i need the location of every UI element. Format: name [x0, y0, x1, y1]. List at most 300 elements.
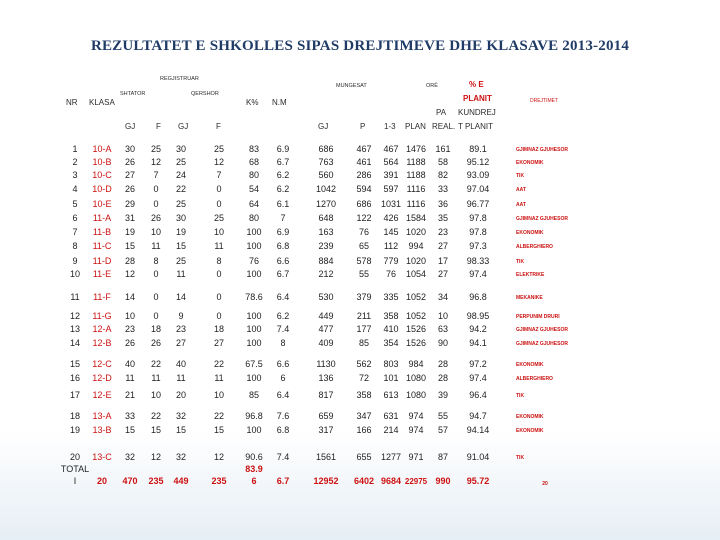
cell-klasa: 10-B [92, 157, 112, 167]
cell-pct: 94.2 [469, 324, 487, 334]
cell-gj-mungesat: 648 [318, 213, 334, 223]
header-plan: PLAN [405, 122, 426, 131]
totals-pct: 95.72 [466, 476, 490, 486]
cell-plan: 994 [408, 241, 424, 251]
cell-f-shtator: 25 [150, 144, 162, 154]
cell-gj-mungesat: 817 [318, 390, 334, 400]
cell-f-shtator: 0 [153, 184, 159, 194]
cell-drejtim: GJIMNAZ GJUHESOR [516, 147, 568, 153]
cell-pct: 94.1 [469, 338, 487, 348]
cell-plan: 1054 [405, 269, 427, 279]
cell-f-qershor: 8 [216, 256, 222, 266]
cell-klasa: 10-E [92, 199, 112, 209]
cell-k-pct: 100 [246, 269, 262, 279]
cell-nr: 10 [69, 269, 81, 279]
cell-pct: 91.04 [466, 452, 490, 462]
cell-1-3: 564 [383, 157, 399, 167]
cell-1-3: 631 [383, 411, 399, 421]
cell-p: 686 [356, 199, 372, 209]
cell-gj-shtator: 29 [124, 199, 136, 209]
cell-f-qershor: 18 [213, 324, 225, 334]
cell-real: 87 [437, 452, 449, 462]
cell-k-pct: 100 [246, 311, 262, 321]
cell-k-pct: 83 [248, 144, 260, 154]
cell-1-3: 214 [383, 425, 399, 435]
cell-p: 122 [356, 213, 372, 223]
cell-p: 55 [358, 269, 370, 279]
cell-f-shtator: 0 [153, 311, 159, 321]
totals-real: 990 [435, 476, 451, 486]
cell-nr: 12 [69, 311, 81, 321]
cell-klasa: 11-D [92, 256, 112, 266]
cell-drejtim: GJIMNAZ GJUHESOR [516, 327, 568, 333]
cell-p: 467 [356, 144, 372, 154]
cell-klasa: 11-G [92, 311, 112, 321]
cell-f-shtator: 26 [150, 338, 162, 348]
cell-nr: 6 [72, 213, 78, 223]
cell-gj-qershor: 24 [175, 170, 187, 180]
cell-k-pct: 100 [246, 425, 262, 435]
cell-pct: 96.8 [469, 292, 487, 302]
cell-k-pct: 67.5 [245, 359, 263, 369]
header-nr: NR [66, 98, 78, 107]
cell-pct: 97.4 [469, 269, 487, 279]
header-t-planit: T PLANIT [458, 122, 493, 131]
cell-plan: 1020 [405, 256, 427, 266]
cell-gj-mungesat: 763 [318, 157, 334, 167]
cell-f-qershor: 27 [213, 338, 225, 348]
cell-nm: 6.2 [276, 311, 290, 321]
cell-f-qershor: 0 [216, 184, 222, 194]
cell-nr: 11 [70, 292, 80, 302]
totals-label: TOTAL [60, 464, 90, 474]
cell-nr: 8 [72, 241, 78, 251]
cell-nm: 8 [280, 338, 286, 348]
cell-pct: 97.4 [469, 373, 487, 383]
cell-k-pct: 78.6 [245, 292, 263, 302]
totals-p: 6402 [353, 476, 375, 486]
cell-klasa: 11-E [92, 269, 112, 279]
cell-nm: 6.6 [276, 359, 290, 369]
cell-real: 55 [437, 411, 449, 421]
header-real: REAL. [432, 122, 456, 131]
cell-p: 594 [356, 184, 372, 194]
cell-f-qershor: 25 [213, 144, 225, 154]
cell-nm: 6.1 [276, 199, 290, 209]
cell-plan: 1188 [406, 170, 426, 180]
cell-plan: 974 [408, 411, 424, 421]
cell-nm: 6.6 [276, 256, 290, 266]
cell-pct: 93.09 [466, 170, 490, 180]
header-nm: N.M [272, 98, 287, 107]
cell-pct: 95.12 [466, 157, 490, 167]
cell-nr: 14 [69, 338, 81, 348]
header-registruar: REGJISTRUAR [160, 76, 199, 82]
cell-real: 57 [437, 425, 449, 435]
cell-f-shtator: 11 [151, 241, 161, 251]
cell-real: 58 [437, 157, 449, 167]
cell-f-shtator: 10 [150, 227, 162, 237]
cell-nm: 6 [280, 373, 286, 383]
header-klasa: KLASA [89, 98, 115, 107]
cell-p: 85 [358, 338, 370, 348]
cell-gj-qershor: 11 [176, 269, 186, 279]
cell-nm: 6.4 [276, 390, 290, 400]
header-f-qershor: F [216, 122, 221, 131]
cell-f-qershor: 22 [213, 411, 225, 421]
cell-pct: 97.04 [466, 184, 490, 194]
cell-real: 33 [437, 184, 449, 194]
cell-pct: 96.77 [466, 199, 490, 209]
cell-nm: 6.7 [276, 157, 290, 167]
cell-f-qershor: 0 [216, 292, 222, 302]
cell-f-shtator: 0 [153, 269, 159, 279]
cell-gj-qershor: 19 [175, 227, 187, 237]
cell-pct: 97.2 [469, 359, 487, 369]
cell-f-qershor: 0 [216, 269, 222, 279]
cell-k-pct: 54 [248, 184, 260, 194]
cell-gj-shtator: 30 [124, 144, 136, 154]
cell-klasa: 13-C [92, 452, 112, 462]
totals-gj-mungesat: 12952 [313, 476, 339, 486]
cell-klasa: 12-A [92, 324, 112, 334]
cell-drejtim: GJIMNAZ GJUHESOR [516, 341, 568, 347]
cell-p: 166 [356, 425, 372, 435]
cell-gj-qershor: 40 [175, 359, 187, 369]
cell-gj-shtator: 40 [124, 359, 136, 369]
cell-f-shtator: 22 [150, 359, 162, 369]
cell-gj-qershor: 20 [175, 390, 187, 400]
header-f-shtator: F [156, 122, 161, 131]
cell-k-pct: 100 [246, 227, 262, 237]
cell-p: 72 [358, 373, 370, 383]
page-title: REZULTATET E SHKOLLES SIPAS DREJTIMEVE DHE KLASAVE 2013-2014 [90, 38, 630, 54]
cell-plan: 1080 [405, 390, 427, 400]
cell-gj-qershor: 14 [175, 292, 187, 302]
cell-klasa: 13-B [92, 425, 112, 435]
cell-drejtim: AAT [516, 202, 526, 208]
totals-label-2: I [73, 476, 77, 486]
cell-1-3: 112 [383, 241, 399, 251]
cell-1-3: 76 [385, 269, 397, 279]
cell-gj-mungesat: 884 [318, 256, 334, 266]
header-1-3: 1-3 [384, 122, 396, 131]
cell-real: 27 [437, 269, 449, 279]
totals-k-pct: 83.9 [245, 464, 263, 474]
cell-gj-qershor: 25 [175, 157, 187, 167]
cell-klasa: 11-F [93, 292, 111, 302]
cell-gj-mungesat: 530 [318, 292, 334, 302]
cell-gj-shtator: 32 [124, 452, 136, 462]
cell-p: 461 [356, 157, 372, 167]
cell-pct: 97.8 [469, 213, 487, 223]
cell-klasa: 12-E [92, 390, 112, 400]
cell-nr: 17 [69, 390, 81, 400]
cell-gj-shtator: 21 [124, 390, 136, 400]
cell-plan: 1080 [405, 373, 427, 383]
cell-plan: 1116 [406, 184, 426, 194]
header-shtator: SHTATOR [120, 91, 146, 97]
header-gj-mungesat: GJ [318, 122, 329, 131]
cell-gj-qershor: 22 [175, 184, 187, 194]
cell-drejtim: TIK [516, 173, 525, 179]
cell-nm: 6.4 [276, 292, 290, 302]
header-pa: PA [436, 108, 447, 117]
cell-1-3: 779 [383, 256, 399, 266]
cell-gj-shtator: 14 [124, 292, 136, 302]
cell-plan: 1020 [405, 227, 427, 237]
cell-gj-shtator: 15 [124, 241, 136, 251]
header-gj-qershor: GJ [178, 122, 189, 131]
cell-nm: 7 [280, 213, 286, 223]
cell-gj-mungesat: 1130 [316, 359, 336, 369]
cell-f-qershor: 0 [216, 311, 222, 321]
cell-f-shtator: 0 [153, 292, 159, 302]
cell-klasa: 10-C [92, 170, 112, 180]
cell-f-shtator: 0 [153, 199, 159, 209]
header-p: P [360, 122, 366, 131]
cell-drejtim: ELEKTRIKE [516, 272, 545, 278]
header-gj-shtator: GJ [125, 122, 136, 131]
cell-plan: 1052 [405, 311, 427, 321]
cell-p: 562 [356, 359, 372, 369]
cell-f-qershor: 15 [213, 425, 225, 435]
cell-nr: 4 [72, 184, 78, 194]
cell-drejtim: EKONOMIK [516, 428, 544, 434]
cell-f-qershor: 12 [213, 157, 225, 167]
totals-1-3: 9684 [380, 476, 402, 486]
cell-real: 63 [437, 324, 449, 334]
cell-1-3: 1277 [380, 452, 402, 462]
cell-plan: 1052 [405, 292, 427, 302]
cell-nr: 13 [69, 324, 81, 334]
cell-pct: 94.7 [469, 411, 487, 421]
cell-nr: 19 [69, 425, 81, 435]
cell-nm: 7.4 [276, 324, 290, 334]
cell-pct: 98.33 [466, 256, 490, 266]
cell-klasa: 12-D [92, 373, 112, 383]
cell-drejtim: GJIMNAZ GJUHESOR [516, 216, 568, 222]
cell-k-pct: 80 [248, 213, 260, 223]
cell-gj-mungesat: 212 [318, 269, 334, 279]
cell-nm: 7.4 [276, 452, 290, 462]
cell-nr: 16 [69, 373, 81, 383]
cell-klasa: 11-B [92, 227, 112, 237]
cell-real: 23 [437, 227, 449, 237]
cell-gj-qershor: 15 [175, 241, 187, 251]
cell-gj-shtator: 27 [124, 170, 136, 180]
cell-real: 10 [437, 311, 449, 321]
cell-f-shtator: 7 [153, 170, 159, 180]
header-kundrej: KUNDREJ [458, 108, 496, 117]
cell-nr: 1 [72, 144, 78, 154]
cell-1-3: 145 [383, 227, 399, 237]
totals-k-pct-2: 6 [251, 476, 257, 486]
cell-nr: 15 [69, 359, 81, 369]
cell-nr: 5 [72, 199, 78, 209]
cell-gj-mungesat: 239 [318, 241, 334, 251]
cell-f-qershor: 0 [216, 199, 222, 209]
cell-nm: 6.2 [276, 184, 290, 194]
cell-pct: 97.3 [469, 241, 487, 251]
cell-gj-mungesat: 1270 [315, 199, 337, 209]
cell-p: 286 [356, 170, 372, 180]
cell-1-3: 1031 [380, 199, 402, 209]
cell-gj-shtator: 26 [124, 338, 136, 348]
cell-drejtim: PERPUNIM DRURI [516, 314, 560, 320]
cell-nr: 3 [72, 170, 78, 180]
totals-plan: 22975 [404, 477, 428, 486]
cell-drejtim: EKONOMIK [516, 160, 544, 166]
cell-p: 65 [358, 241, 370, 251]
cell-k-pct: 80 [248, 170, 260, 180]
cell-real: 28 [437, 359, 449, 369]
cell-gj-mungesat: 477 [318, 324, 334, 334]
cell-k-pct: 64 [248, 199, 260, 209]
cell-gj-qershor: 15 [175, 425, 187, 435]
cell-1-3: 354 [383, 338, 399, 348]
cell-gj-qershor: 11 [176, 373, 186, 383]
totals-f-qershor: 235 [211, 476, 227, 486]
cell-gj-qershor: 30 [175, 213, 187, 223]
cell-gj-qershor: 25 [175, 256, 187, 266]
cell-f-shtator: 22 [150, 411, 162, 421]
cell-real: 35 [437, 213, 449, 223]
header-ore: ORË [426, 83, 438, 89]
cell-real: 39 [437, 390, 449, 400]
cell-real: 28 [437, 373, 449, 383]
cell-p: 211 [356, 311, 372, 321]
cell-gj-shtator: 33 [124, 411, 136, 421]
cell-gj-qershor: 27 [175, 338, 187, 348]
totals-gj-shtator: 470 [122, 476, 138, 486]
cell-gj-mungesat: 1042 [315, 184, 337, 194]
cell-f-shtator: 18 [150, 324, 162, 334]
cell-drejtim: ALBERGHIERO [516, 244, 553, 250]
cell-gj-qershor: 9 [178, 311, 184, 321]
cell-gj-mungesat: 136 [318, 373, 334, 383]
cell-gj-mungesat: 163 [318, 227, 334, 237]
cell-nr: 2 [72, 157, 78, 167]
cell-k-pct: 90.6 [245, 452, 263, 462]
cell-nr: 18 [69, 411, 81, 421]
cell-f-qershor: 11 [214, 373, 224, 383]
totals-nm: 6.7 [276, 476, 290, 486]
cell-gj-shtator: 28 [124, 256, 136, 266]
cell-gj-mungesat: 560 [318, 170, 334, 180]
cell-klasa: 10-D [92, 184, 112, 194]
cell-pct: 97.8 [469, 227, 487, 237]
cell-drejtim: TIK [516, 393, 525, 399]
cell-nr: 7 [72, 227, 78, 237]
header-qershor: QERSHOR [191, 91, 219, 97]
cell-nm: 6.7 [276, 269, 290, 279]
cell-gj-shtator: 19 [124, 227, 136, 237]
totals-klasa: 20 [96, 476, 108, 486]
cell-pct: 89.1 [469, 144, 487, 154]
cell-real: 34 [437, 292, 449, 302]
cell-p: 379 [356, 292, 372, 302]
cell-drejtim: ALBERGHIERO [516, 376, 553, 382]
cell-p: 358 [356, 390, 372, 400]
cell-real: 27 [437, 241, 449, 251]
cell-gj-shtator: 26 [124, 157, 136, 167]
header-k-pct: K% [246, 98, 259, 107]
totals-gj-qershor: 449 [173, 476, 189, 486]
cell-klasa: 11-C [92, 241, 112, 251]
cell-p: 655 [356, 452, 372, 462]
header-planit: PLANIT [463, 94, 492, 103]
cell-real: 17 [437, 256, 449, 266]
cell-k-pct: 96.8 [245, 411, 263, 421]
cell-nr: 20 [69, 452, 81, 462]
cell-plan: 971 [408, 452, 424, 462]
cell-gj-qershor: 30 [175, 144, 187, 154]
cell-gj-qershor: 25 [175, 199, 187, 209]
cell-k-pct: 100 [246, 241, 262, 251]
cell-drejtim: TIK [516, 455, 525, 461]
cell-1-3: 803 [383, 359, 399, 369]
cell-plan: 1584 [405, 213, 427, 223]
cell-f-shtator: 15 [150, 425, 162, 435]
cell-1-3: 358 [383, 311, 399, 321]
cell-gj-shtator: 11 [125, 373, 135, 383]
cell-klasa: 10-A [92, 144, 112, 154]
cell-gj-qershor: 32 [175, 452, 187, 462]
cell-drejtim: EKONOMIK [516, 414, 544, 420]
header-pct-e: % E [469, 80, 484, 89]
cell-nm: 6.9 [276, 144, 290, 154]
cell-gj-mungesat: 317 [318, 425, 334, 435]
cell-gj-shtator: 31 [124, 213, 136, 223]
cell-gj-shtator: 10 [124, 311, 136, 321]
cell-klasa: 13-A [92, 411, 112, 421]
cell-f-qershor: 10 [213, 390, 225, 400]
cell-k-pct: 100 [246, 324, 262, 334]
cell-drejtim: AAT [516, 187, 526, 193]
cell-f-qershor: 12 [213, 452, 225, 462]
cell-drejtim: TIK [516, 259, 525, 265]
cell-1-3: 597 [383, 184, 399, 194]
cell-real: 36 [437, 199, 449, 209]
cell-drejtim: EKONOMIK [516, 362, 544, 368]
cell-nm: 6.8 [276, 425, 290, 435]
cell-pct: 94.14 [466, 425, 490, 435]
cell-f-qershor: 22 [213, 359, 225, 369]
cell-plan: 1526 [405, 324, 427, 334]
cell-pct: 96.4 [469, 390, 487, 400]
cell-f-shtator: 26 [150, 213, 162, 223]
cell-drejtim: MEKANIKE [516, 295, 543, 301]
cell-k-pct: 85 [248, 390, 260, 400]
cell-plan: 974 [408, 425, 424, 435]
cell-p: 347 [356, 411, 372, 421]
totals-drejtim: 20 [542, 481, 548, 487]
cell-p: 76 [358, 227, 370, 237]
cell-f-qershor: 11 [214, 241, 224, 251]
cell-nr: 9 [72, 256, 78, 266]
cell-f-qershor: 25 [213, 213, 225, 223]
header-mungesat: MUNGESAT [336, 83, 367, 89]
cell-gj-mungesat: 686 [318, 144, 334, 154]
cell-f-qershor: 7 [216, 170, 222, 180]
cell-gj-shtator: 15 [124, 425, 136, 435]
cell-1-3: 426 [383, 213, 399, 223]
cell-klasa: 11-A [92, 213, 112, 223]
cell-plan: 1188 [406, 157, 426, 167]
totals-f-shtator: 235 [148, 476, 164, 486]
cell-gj-shtator: 12 [124, 269, 136, 279]
